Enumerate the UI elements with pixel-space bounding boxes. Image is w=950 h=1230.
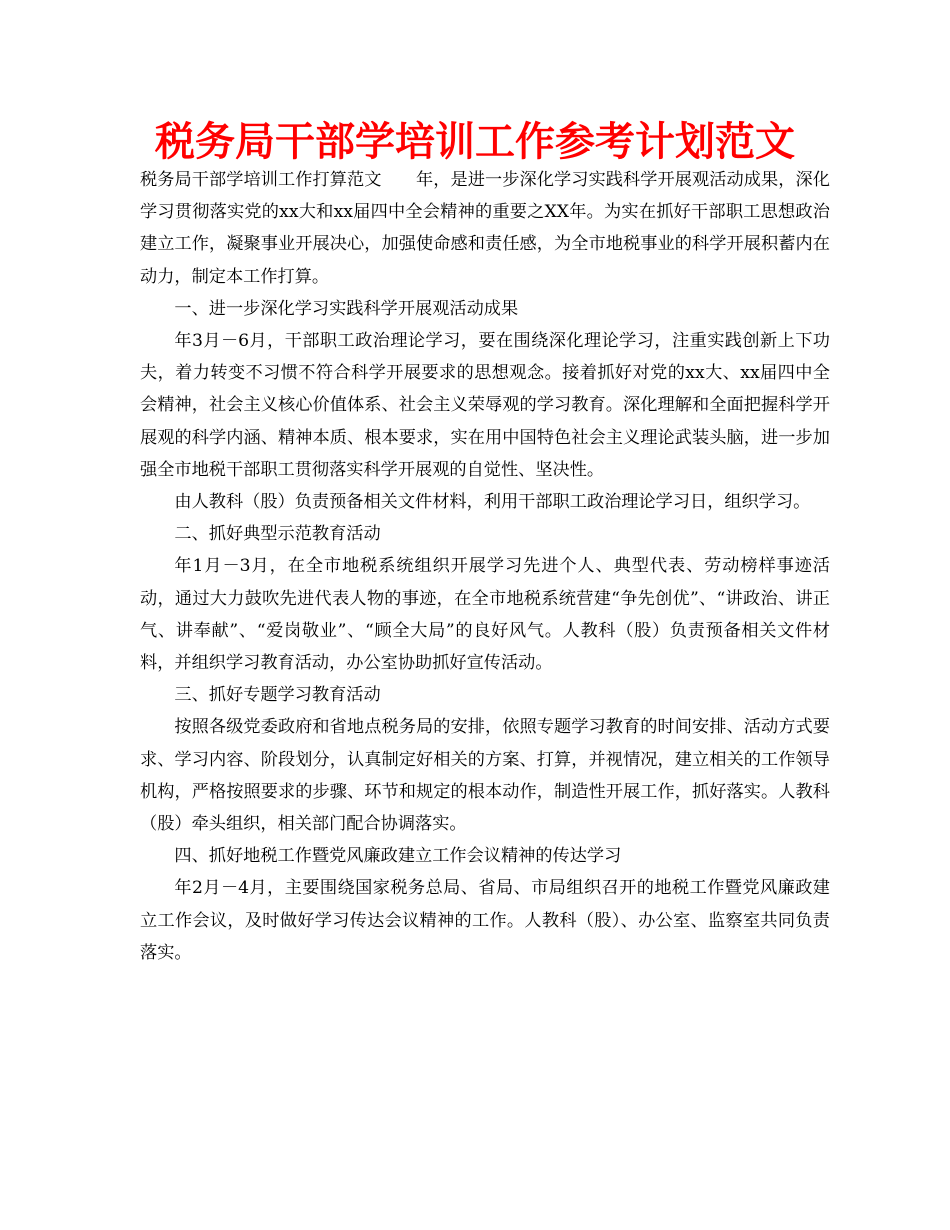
section-4-paragraph-1: 年2月－4月，主要围绕国家税务总局、省局、市局组织召开的地税工作暨党风廉政建立工作会议，及时做好学习传达会议精神的工作。人教科（股）、办公室、监察室共同负责落实。 <box>140 878 830 963</box>
section-heading-3: 三、抓好专题学习教育活动 <box>174 685 381 706</box>
document-title: 税务局干部学培训工作参考计划范文 <box>155 119 795 165</box>
section-heading-2: 二、抓好典型示范教育活动 <box>174 524 381 545</box>
intro-paragraph: 税务局干部学培训工作打算范文 年，是进一步深化学习实践科学开展观活动成果，深化学习贯彻落实党的xx大和xx届四中全会精神的重要之XX年。为实在抓好干部职工思想政治建立工作，凝聚事业开展决心，加强使命感和责任感，为全市地税事业的科学开展积蓄内在动力，制定本工作打算。 <box>140 170 830 287</box>
section-3-paragraph-1: 按照各级党委政府和省地点税务局的安排，依照专题学习教育的时间安排、活动方式要求、学习内容、阶段划分，认真制定好相关的方案、打算，并视情况，建立相关的工作领导机构，严格按照要求的步骤、环节和规定的根本动作，制造性开展工作，抓好落实。人教科（股）牵头组织，相关部门配合协调落实。 <box>140 717 830 835</box>
section-heading-1: 一、进一步深化学习实践科学开展观活动成果 <box>174 298 519 319</box>
section-2-paragraph-1: 年1月－3月，在全市地税系统组织开展学习先进个人、典型代表、劳动榜样事迹活动，通过大力鼓吹先进代表人物的事迹，在全市地税系统营建“争先创优”、“讲政治、讲正气、讲奉献”、“爱岗敬业”、“顾全大局”的良好风气。人教科（股）负责预备相关文件材料，并组织学习教育活动，办公室协助抓好宣传活动。 <box>140 556 830 674</box>
section-heading-4: 四、抓好地税工作暨党风廉政建立工作会议精神的传达学习 <box>174 846 622 867</box>
document-body <box>140 164 830 969</box>
section-1-paragraph-1: 年3月－6月，干部职工政治理论学习，要在围绕深化理论学习，注重实践创新上下功夫，着力转变不习惯不符合科学开展要求的思想观念。接着抓好对党的xx大、xx届四中全会精神，社会主义核心价值体系、社会主义荣辱观的学习教育。深化理解和全面把握科学开展观的科学内涵、精神本质、根本要求，实在用中国特色社会主义理论武装头脑，进一步加强全市地税干部职工贯彻落实科学开展观的自觉性、坚决性。 <box>140 331 830 480</box>
section-1-paragraph-2: 由人教科（股）负责预备相关文件材料，利用干部职工政治理论学习日，组织学习。 <box>174 492 811 513</box>
